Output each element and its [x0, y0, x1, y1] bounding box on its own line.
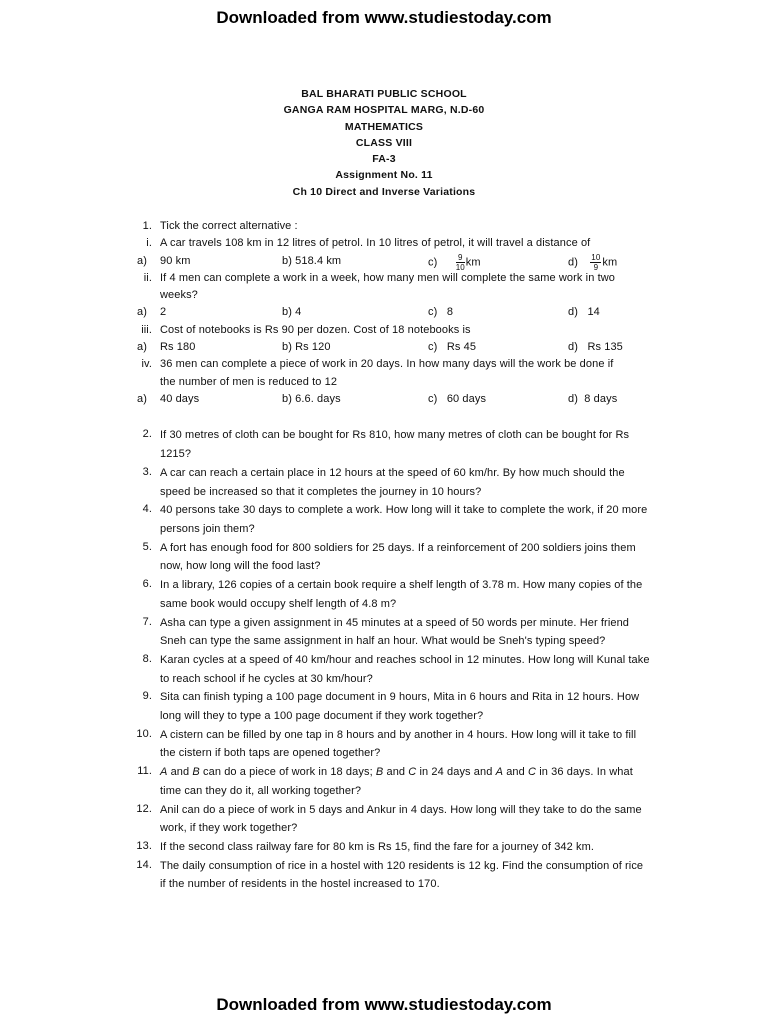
question-number: 1.: [142, 220, 152, 232]
subquestion-continuation: [0, 374, 768, 391]
assignment-body: [0, 218, 768, 894]
fa-label: FA-3: [372, 153, 396, 166]
fraction: $\frac{10}{9}$: [591, 252, 601, 272]
option-d: d) 14: [568, 306, 600, 319]
section-gap: [0, 409, 768, 426]
option-c: c) Rs 45: [428, 341, 477, 354]
subquestion-text: If 4 men can complete a work in a week, how many men will complete the same work in two: [160, 271, 615, 284]
option-b: b) Rs 120: [282, 341, 331, 354]
question-number: 4.: [142, 503, 152, 516]
question-1: [0, 218, 768, 235]
question-number: 14.: [136, 858, 152, 871]
question-number: 8.: [142, 652, 152, 665]
class-label: CLASS VIII: [355, 136, 413, 149]
options-row: [0, 339, 768, 356]
question-number: 10.: [136, 727, 152, 740]
option-a-label: a): [137, 306, 147, 319]
question-9: [0, 688, 768, 725]
question-text: A car can reach a certain place in 12 hours at the speed of 60 km/hr. By how much should the speed be increased so that it completes the journey in 10 hours?: [160, 466, 625, 498]
subquestion-text: 36 men can complete a piece of work in 20 days. In how many days will the work be done if: [160, 358, 614, 371]
subquestion-number: iii.: [141, 323, 152, 336]
option-c: c) 8: [428, 306, 454, 319]
question-number: 5.: [142, 540, 152, 553]
option-c: c) $\frac{9}{10}$ km: [428, 252, 481, 272]
question-text: A fort has enough food for 800 soldiers for 25 days. If a reinforcement of 200 soldiers joins them now, how long will the food last?: [160, 541, 636, 573]
option-d-label: d): [568, 256, 578, 268]
document-header: [0, 86, 768, 200]
question-text: If 30 metres of cloth can be bought for Rs 810, how many metres of cloth can be bought for Rs 1215?: [160, 429, 630, 461]
question-number: 6.: [142, 578, 152, 591]
option-c: c) 60 days: [428, 392, 487, 405]
question-14: [0, 857, 768, 894]
subquestion-continuation: [0, 287, 768, 304]
option-a: 90 km: [160, 254, 191, 267]
subquestion-number: ii.: [143, 271, 152, 284]
question-3: [0, 464, 768, 501]
option-a-label: a): [137, 254, 147, 267]
option-a: 2: [160, 306, 167, 319]
question-text: 40 persons take 30 days to complete a work. How long will it take to complete the work, if 20 more persons join them?: [160, 504, 648, 535]
option-d: d) Rs 135: [568, 341, 623, 354]
question-text: If the second class railway fare for 80 km is Rs 15, find the fare for a journey of 342 km.: [160, 840, 595, 853]
subquestion-ii: [0, 270, 768, 287]
subquestion-number: i.: [146, 237, 152, 250]
option-a-label: a): [137, 341, 147, 354]
subject-title: MATHEMATICS: [344, 120, 424, 133]
chapter-title: Ch 10 Direct and Inverse Variations: [292, 185, 476, 198]
question-text: Karan cycles at a speed of 40 km/hour and reaches school in 12 minutes. How long will Kunal take to reach school if he cycles at 30 km/hour?: [160, 653, 650, 685]
subquestion-iii: [0, 322, 768, 339]
question-8: [0, 651, 768, 688]
question-text: Asha can type a given assignment in 45 minutes at a speed of 50 words per minute. Her friend Sneh can type the same assignment in half an hour. What would be Sneh's typing speed?: [160, 616, 630, 648]
question-text: Tick the correct alternative :: [160, 220, 298, 232]
question-text: In a library, 126 copies of a certain book require a shelf length of 3.78 m. How many copies of the same book would occupy shelf length of 4.8 m?: [160, 579, 643, 610]
question-2: [0, 426, 768, 463]
question-number: 9.: [142, 690, 152, 703]
question-7: [0, 614, 768, 651]
subquestion-text: weeks?: [160, 289, 198, 302]
assignment-number: Assignment No. 11: [335, 169, 433, 182]
question-number: 2.: [142, 428, 152, 441]
question-6: [0, 576, 768, 613]
question-text: The daily consumption of rice in a hostel with 120 residents is 12 kg. Find the consumption of rice if the number of residents in the hostel increased to 170.: [160, 859, 644, 891]
question-11: [0, 763, 768, 800]
question-number: 11.: [137, 765, 152, 778]
option-b: b) 6.6. days: [282, 392, 341, 405]
school-address: GANGA RAM HOSPITAL MARG, N.D-60: [283, 104, 485, 117]
options-row: [0, 304, 768, 321]
subquestion-text: the number of men is reduced to 12: [160, 375, 338, 388]
subquestion-iv: [0, 356, 768, 373]
option-b: b) 4: [282, 306, 302, 319]
subquestion-i: [0, 235, 768, 252]
question-number: 13.: [136, 839, 152, 852]
question-12: [0, 801, 768, 838]
question-number: 7.: [142, 615, 152, 628]
download-banner-top: Downloaded from www.studiestoday.com: [216, 8, 552, 27]
download-banner-bottom: Downloaded from www.studiestoday.com: [216, 995, 552, 1014]
question-text: Anil can do a piece of work in 5 days and Ankur in 4 days. How long will they take to do the same work, if they work together?: [160, 803, 642, 835]
option-b: b) 518.4 km: [282, 254, 342, 267]
question-text: A cistern can be filled by one tap in 8 hours and by another in 4 hours. How long will it take to fill the cistern if both taps are opened together?: [160, 728, 637, 760]
subquestion-text: Cost of notebooks is Rs 90 per dozen. Cost of 18 notebooks is: [160, 323, 471, 336]
option-d: d) 8 days: [568, 392, 618, 405]
question-13: [0, 838, 768, 857]
question-4: [0, 501, 768, 538]
fraction: $\frac{9}{10}$: [455, 252, 465, 272]
question-10: [0, 726, 768, 763]
option-a: Rs 180: [160, 341, 196, 354]
options-row: [0, 253, 768, 270]
question-number: 3.: [142, 465, 152, 478]
option-a: 40 days: [160, 392, 200, 405]
options-row: [0, 391, 768, 410]
subquestion-number: iv.: [141, 358, 152, 371]
subquestion-text: A car travels 108 km in 12 litres of petrol. In 10 litres of petrol, it will travel a distance of: [160, 237, 591, 250]
question-text: Sita can finish typing a 100 page document in 9 hours, Mita in 6 hours and Rita in 12 hours. How long will they to type a 100 page document if they work together?: [160, 691, 640, 723]
question-number: 12.: [136, 802, 152, 815]
option-c-label: c): [428, 256, 438, 268]
question-5: [0, 539, 768, 576]
question-text: A and B can do a piece of work in 18 days; B and C in 24 days and A and C in 36 days. In what time can they do it, all working together?: [160, 766, 633, 797]
school-name: BAL BHARATI PUBLIC SCHOOL: [301, 88, 467, 100]
option-d: d) $\frac{10}{9}$ km: [568, 252, 618, 272]
option-a-label: a): [137, 392, 147, 405]
